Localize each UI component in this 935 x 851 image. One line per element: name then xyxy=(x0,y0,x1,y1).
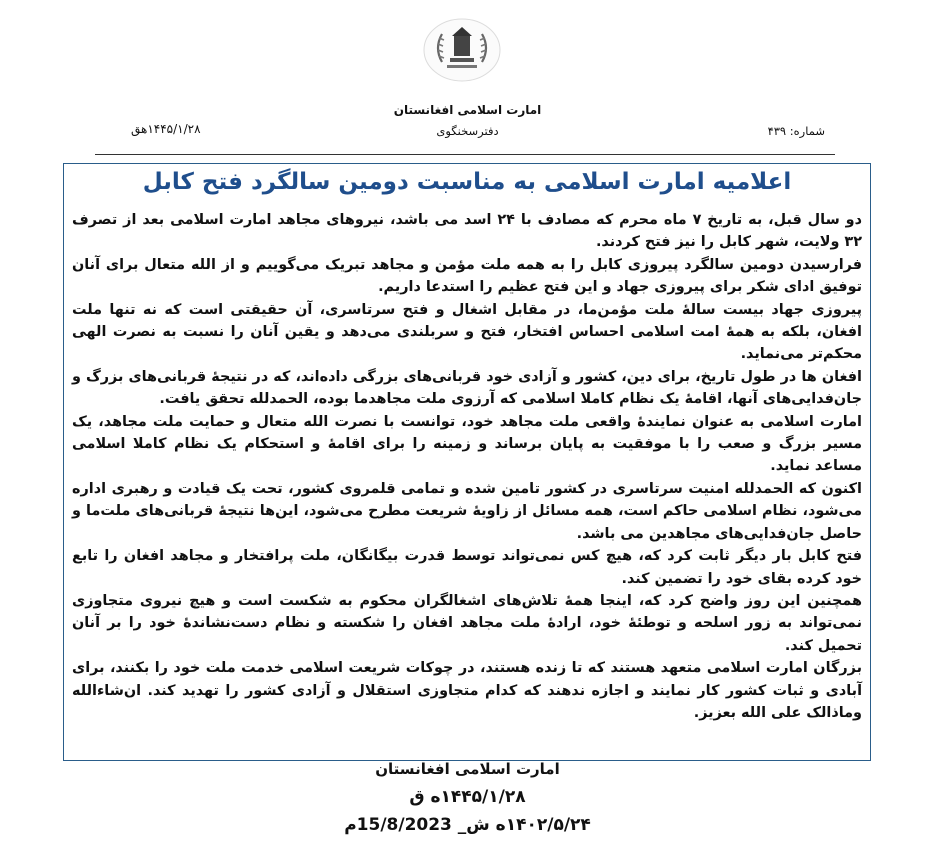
paragraph: افغان ها در طول تاریخ، برای دین، کشور و آزادی خود قربانی‌های بزرگی داده‌اند، که در نتیجهٔ قربانی‌های بزرگ و جان‌فدایی‌های آنها، اقامهٔ یک نظام کاملا اسلامی که آرزوی ملت مجاهدما بوده، الحمدلله تحقق یافت. xyxy=(72,368,862,408)
emblem-logo xyxy=(412,18,512,82)
header-date: ۱۴۴۵/۱/۲۸هق xyxy=(131,122,201,136)
paragraph: امارت اسلامی به عنوان نمایندهٔ واقعی ملت مجاهد خود، توانست با نصرت الله متعال و حمایت ملت مجاهد، یک مسیر بزرگ و صعب را با موفقیت به پایان برساند و زمینه را برای اقامهٔ و استحکام یک نظام کاملا اسلامی مساعد نماید. xyxy=(72,413,862,475)
footer-date-solar-gregorian: ۱۴۰۲/۵/۲۴ه ش_ 15/8/2023م xyxy=(344,815,591,835)
footer-date-hijri: ۱۴۴۵/۱/۲۸ه ق xyxy=(409,787,526,807)
number-value: ۴۳۹ xyxy=(767,124,787,138)
document-title: اعلامیه امارت اسلامی به مناسبت دومین سالگرد فتح کابل xyxy=(142,169,792,195)
document-number xyxy=(768,124,825,138)
emblem-icon xyxy=(412,18,512,82)
organization-name: امارت اسلامی افغانستان xyxy=(393,103,542,117)
number-label: شماره: xyxy=(789,124,825,138)
paragraph: دو سال قبل، به تاریخ ۷ ماه محرم که مصادف با ۲۴ اسد می باشد، نیروهای مجاهد امارت اسلامی بعد از تصرف ۳۲ ولایت، شهر کابل را نیز فتح کردند. xyxy=(72,212,862,251)
paragraph: بزرگان امارت اسلامی متعهد هستند که تا زنده هستند، در چوکات شریعت اسلامی خدمت ملت خود را بکنند، برای آبادی و ثبات کشور کار نمایند و اجازه ندهند که کدام متجاوزی استقلال و آزادی کشور را تهدید کند. ان‌شاءالله وماذالک علی الله بعزیز. xyxy=(72,660,862,721)
paragraph: فتح کابل بار دیگر ثابت کرد که، هیچ کس نمی‌تواند توسط قدرت بیگانگان، ملت پرافتخار و مجاهد افغان را تابع خود کرده بقای خود را تضمین کند. xyxy=(72,548,862,587)
office-name: دفترسخنگوی xyxy=(436,124,499,138)
statement-body xyxy=(72,209,862,724)
header-divider xyxy=(95,154,835,155)
signer: امارت اسلامی افغانستان xyxy=(375,760,560,778)
paragraph: همچنین این روز واضح کرد که، اینجا همهٔ تلاش‌های اشغالگران محکوم به شکست است و هیچ نیروی متجاوزی نمی‌تواند به زور اسلحه و توطئهٔ خود، ارادهٔ ملت مجاهد افغان را شکسته و نظام دست‌نشاندهٔ خود را بر آنان تحمیل کند. xyxy=(72,592,862,654)
paragraph: فرارسیدن دومین سالگرد پیروزی کابل را به همه ملت مؤمن و مجاهد تبریک می‌گوییم و از الله متعال برای آنان توفیق ادای شکر برای پیروزی جهاد و این فتح عظیم را استدعا داریم. xyxy=(72,256,862,296)
statement-frame xyxy=(63,163,871,761)
paragraph: پیروزی جهاد بیست سالهٔ ملت مؤمن‌ما، در مقابل اشغال و فتح سرتاسری، آن حقیقتی است که نه تنها ملت افغان، بلکه به همهٔ امت اسلامی احساس افتخار، فتح و سربلندی می‌دهد و یقین آنان را نسبت به نصرت الهی محکم‌تر می‌نماید. xyxy=(72,301,862,363)
paragraph: اکنون که الحمدلله امنیت سرتاسری در کشور تامین شده و تمامی قلمروی کشور، تحت یک قیادت و رهبری اداره می‌شود، نظام اسلامی حاکم است، همه مسائل از زاویهٔ شریعت مطرح می‌شود، این‌ها نتیجهٔ قربانی‌های ملت‌ما و حاصل جان‌فدایی‌های مجاهدین می باشد. xyxy=(72,480,862,542)
